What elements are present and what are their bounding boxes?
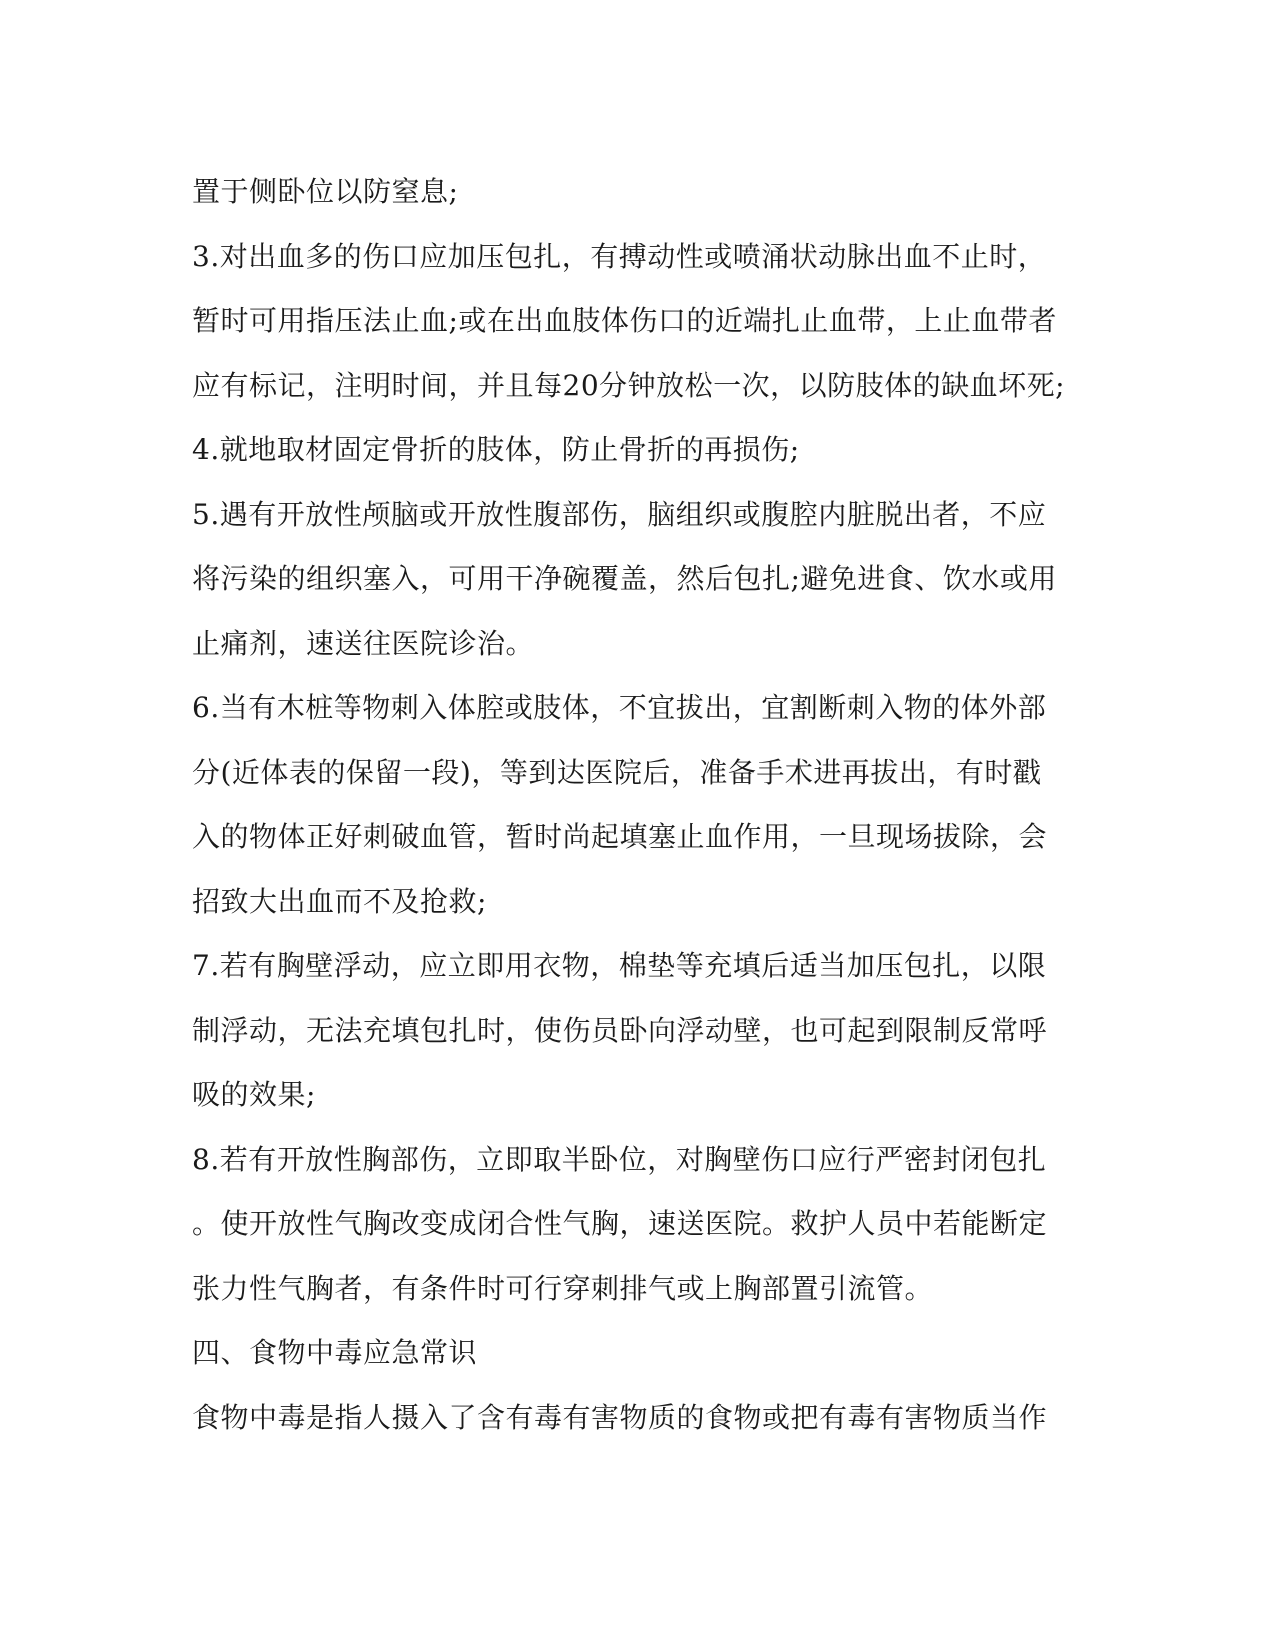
body-line: 止痛剂，速送往医院诊治。 [192,626,535,660]
list-item-6-line: 6.当有木桩等物刺入体腔或肢体，不宜拔出，宜割断刺入物的体外部 [192,691,1047,724]
body-line: 入的物体正好刺破血管，暂时尚起填塞止血作用，一旦现场拔除，会 [192,820,1048,853]
body-line: 暂时可用指压法止血;或在出血肢体伤口的近端扎止血带，上止血带者 [192,304,1057,337]
body-line: 招致大出血而不及抢救; [192,884,487,918]
body-line: 分(近体表的保留一段)，等到达医院后，准备手术进再拔出，有时戳 [192,755,1042,789]
body-line: 应有标记，注明时间，并且每20分钟放松一次，以防肢体的缺血坏死; [192,368,1066,402]
list-item-7-line: 7.若有胸壁浮动，应立即用衣物，棉垫等充填后适当加压包扎，以限 [192,949,1047,982]
list-item-8-line: 8.若有开放性胸部伤，立即取半卧位，对胸壁伤口应行严密封闭包扎 [192,1142,1047,1176]
body-line: 张力性气胸者，有条件时可行穿刺排气或上胸部置引流管。 [192,1271,934,1305]
body-line: 置于侧卧位以防窒息; [192,175,459,208]
section-heading: 四、食物中毒应急常识 [192,1336,478,1369]
body-line: 吸的效果; [192,1078,316,1111]
list-item-5-line: 5.遇有开放性颅脑或开放性腹部伤，脑组织或腹腔内脏脱出者，不应 [192,497,1047,531]
list-item-3-line: 3.对出血多的伤口应加压包扎，有搏动性或喷涌状动脉出血不止时， [192,239,1047,273]
document-body [192,160,1092,1450]
body-line: 制浮动，无法充填包扎时，使伤员卧向浮动壁，也可起到限制反常呼 [192,1013,1048,1047]
list-item-4-line: 4.就地取材固定骨折的肢体，防止骨折的再损伤; [192,433,800,466]
body-line: 食物中毒是指人摄入了含有毒有害物质的食物或把有毒有害物质当作 [192,1400,1048,1434]
body-line: 将污染的组织塞入，可用干净碗覆盖，然后包扎;避免进食、饮水或用 [192,562,1057,595]
body-line: 。使开放性气胸改变成闭合性气胸，速送医院。救护人员中若能断定 [192,1207,1048,1240]
